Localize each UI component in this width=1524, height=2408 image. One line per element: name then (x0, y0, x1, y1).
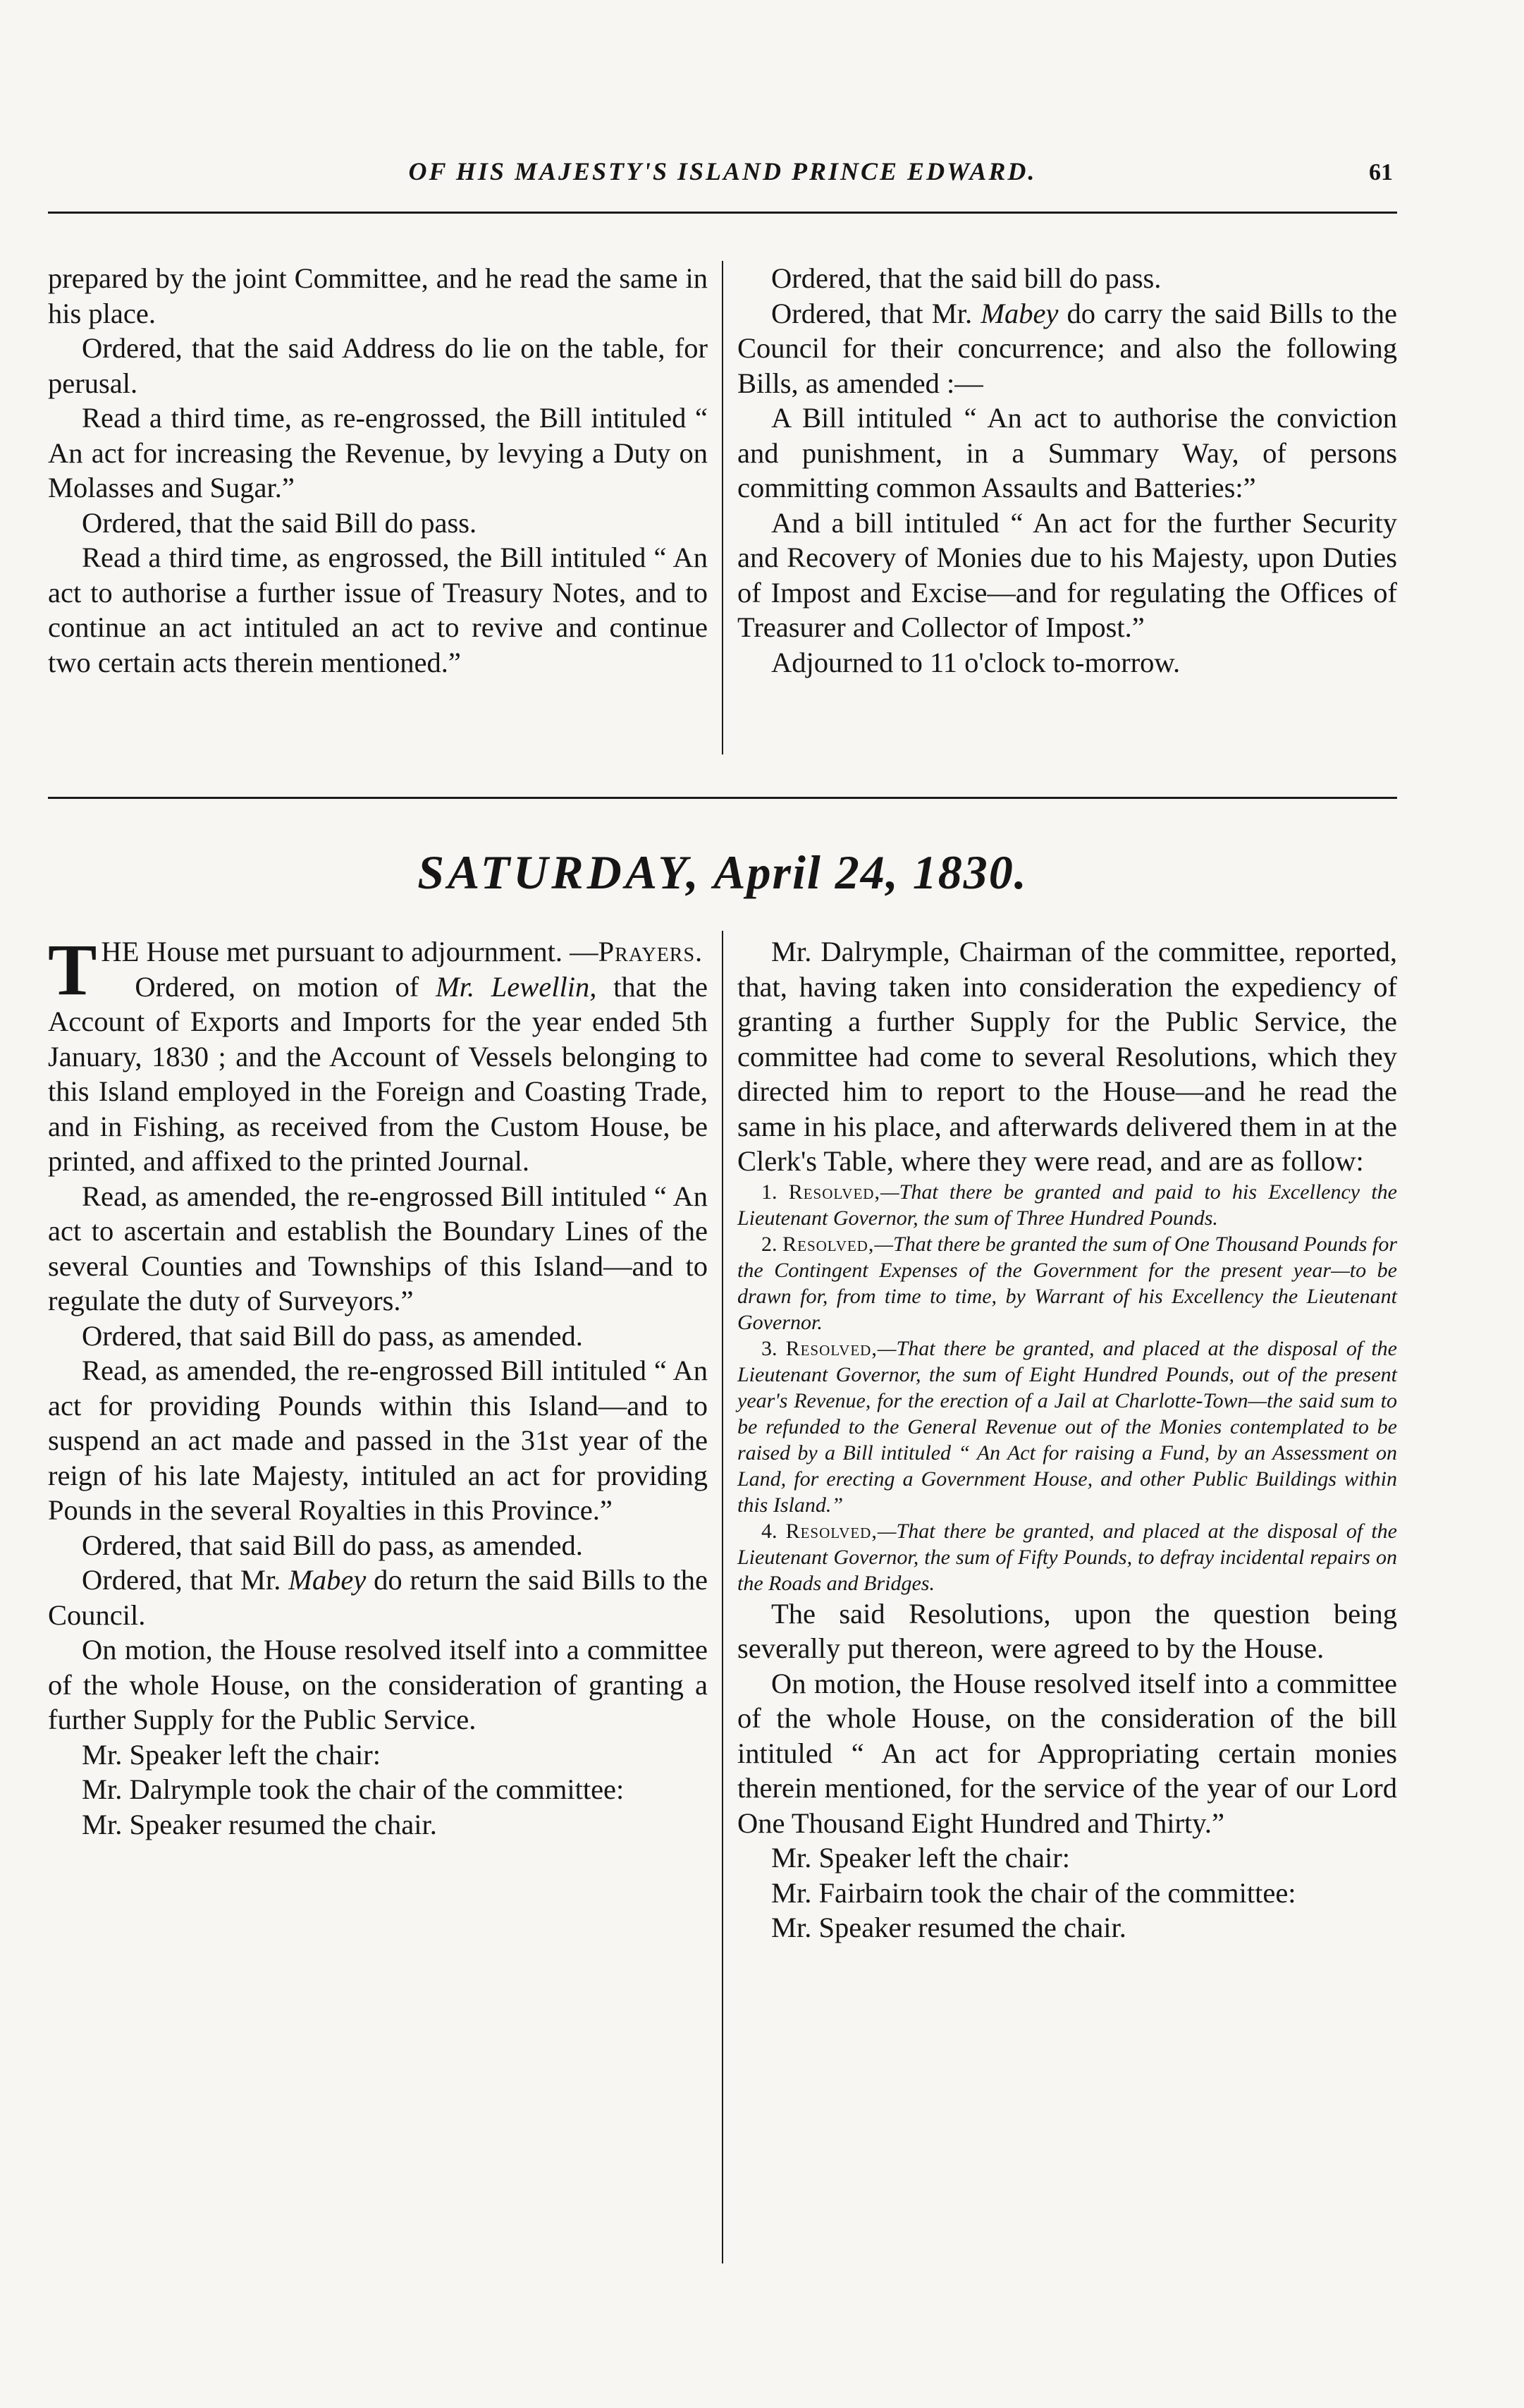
drop-cap: T (48, 929, 97, 1010)
bottom-right-column (737, 934, 1397, 1945)
page-header (42, 154, 1403, 203)
date-heading (42, 845, 1403, 900)
member-name: Mabey (981, 297, 1059, 329)
running-title: OF HIS MAJESTY'S ISLAND PRINCE EDWARD. (408, 157, 1037, 185)
paragraph: Read a third time, as re-engrossed, the Bill intituled “ An act for increasing the Revenue, by levying a Duty on Molasses and Sugar.” (48, 402, 708, 503)
day-name: SATURDAY, (417, 845, 702, 899)
opening-paragraph: THE House met pursuant to adjournment. —Prayers. (48, 929, 703, 1010)
prayers-label: Prayers. (598, 936, 703, 967)
page-number: 61 (1369, 159, 1393, 185)
paragraph: Ordered, that Mr. Mabey do return the said Bills to the Council. (48, 1564, 708, 1631)
section-rule (48, 797, 1397, 799)
member-name: Mabey (288, 1564, 367, 1596)
paragraph: Mr. Speaker resumed the chair. (82, 1808, 437, 1840)
top-left-column (48, 261, 708, 680)
resolution-item: 1. Resolved,—That there be granted and paid to his Excellency the Lieutenant Governor, the sum of Three Hundred Pounds. (737, 1180, 1397, 1230)
paragraph: Ordered, that the said Address do lie on the table, for perusal. (48, 332, 708, 399)
paragraph: Read a third time, as engrossed, the Bill intituled “ An act to authorise a further issue of Treasury Notes, and to continue an act intituled an act to revive and continue two certain acts therein mentioned.” (48, 542, 708, 678)
resolution-item: 3. Resolved,—That there be granted, and placed at the disposal of the Lieutenant Governor, the sum of Eight Hundred Pounds, out of the present year's Revenue, for the erection of a Jail at Charlotte-Town—the said sum to be refunded to the General Revenue out of the Monies contemplated to be raised by a Bill intituled “ An Act for raising a Fund, by an Assessment on Land, for erecting a Government House, and other Public Buildings within this Island.” (737, 1336, 1398, 1517)
paragraph: prepared by the joint Committee, and he read the same in his place. (48, 262, 708, 329)
paragraph: Ordered, that said Bill do pass, as amended. (82, 1529, 583, 1561)
date-text: April 24, 1830. (713, 845, 1028, 899)
column-divider-bottom (722, 931, 723, 2263)
paragraph: Ordered, that said Bill do pass, as amended. (82, 1319, 583, 1352)
paragraph: Mr. Dalrymple, Chairman of the committee, reported, that, having taken into consideration the expediency of granting a further Supply for the Public Service, the committee had come to several Resolutions, which they directed him to report to the House—and he read the same in his place, and afterwards delivered them in at the Clerk's Table, where they were read, and are as follow: (737, 936, 1397, 1177)
paragraph: Read, as amended, the re-engrossed Bill intituled “ An act for providing Pounds within this Island—and to suspend an act made and passed in the 31st year of the reign of his late Majesty, intituled an act for providing Pounds in the several Royalties in this Province.” (48, 1355, 708, 1526)
paragraph: Mr. Speaker resumed the chair. (771, 1912, 1126, 1943)
paragraph: A Bill intituled “ An act to authorise the conviction and punishment, in a Summary Way, of persons committing common Assaults and Batteries:” (737, 402, 1397, 503)
top-right-column (737, 261, 1397, 680)
paragraph: Mr. Speaker left the chair: (771, 1842, 1070, 1874)
resolution-item: 4. Resolved,—That there be granted, and placed at the disposal of the Lieutenant Governor, the sum of Fifty Pounds, to defray incidental repairs on the Roads and Bridges. (737, 1519, 1398, 1595)
bottom-left-column (48, 929, 708, 1842)
paragraph: Ordered, that the said bill do pass. (771, 262, 1162, 294)
paragraph: Ordered, that Mr. Mabey do carry the said Bills to the Council for their concurrence; and also the following Bills, as amended :— (737, 297, 1398, 399)
paragraph: On motion, the House resolved itself into a committee of the whole House, on the consideration of the bill intituled “ An act for Appropriating certain monies therein mentioned, for the service of the year of our Lord One Thousand Eight Hundred and Thirty.” (737, 1667, 1397, 1839)
paragraph: On motion, the House resolved itself into a committee of the whole House, on the consideration of granting a further Supply for the Public Service. (48, 1634, 708, 1735)
header-rule (48, 212, 1397, 214)
column-divider-top (722, 261, 723, 754)
paragraph: Read, as amended, the re-engrossed Bill intituled “ An act to ascertain and establish the Boundary Lines of the several Counties and Townships of this Island—and to regulate the duty of Surveyors.” (48, 1180, 708, 1316)
resolution-item: 2. Resolved,—That there be granted the sum of One Thousand Pounds for the Contingent Expenses of the Government for the present year—to be drawn for, from time to time, by Warrant of his Excellency the Lieutenant Governor. (737, 1232, 1397, 1334)
paragraph: Mr. Speaker left the chair: (82, 1738, 381, 1771)
paragraph: And a bill intituled “ An act for the further Security and Recovery of Monies due to his Majesty, upon Duties of Impost and Excise—and for regulating the Offices of Treasurer and Collector of Impost.” (737, 506, 1397, 643)
paragraph: Adjourned to 11 o'clock to-morrow. (771, 646, 1181, 678)
paragraph: Ordered, that the said Bill do pass. (82, 506, 477, 539)
paragraph: The said Resolutions, upon the question being severally put thereon, were agreed to by the House. (737, 1597, 1397, 1664)
member-name: Mr. Lewellin, (435, 970, 597, 1003)
paragraph: Mr. Fairbairn took the chair of the committee: (771, 1876, 1296, 1909)
paragraph: Mr. Dalrymple took the chair of the committee: (82, 1773, 625, 1805)
paragraph: Ordered, on motion of Mr. Lewellin, that the Account of Exports and Imports for the year ended 5th January, 1830 ; and the Account of Vessels belonging to this Island employed in the Foreign and Coasting Trade, and in Fishing, as received from the Custom House, be printed, and affixed to the printed Journal. (48, 970, 708, 1177)
